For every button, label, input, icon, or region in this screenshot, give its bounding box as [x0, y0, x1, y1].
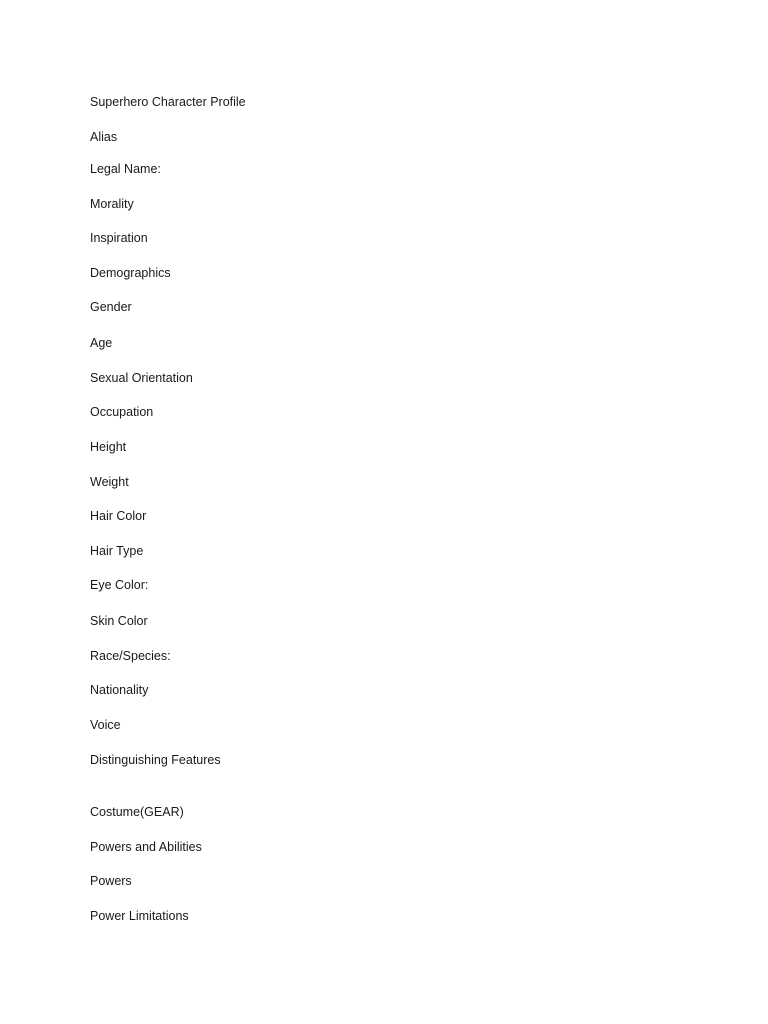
field-power-limitations: Power Limitations	[90, 909, 189, 923]
field-hair-type: Hair Type	[90, 544, 144, 558]
field-powers: Powers	[90, 874, 132, 888]
field-gender: Gender	[90, 300, 132, 314]
field-costume-gear: Costume(GEAR)	[90, 805, 184, 819]
field-distinguishing-features: Distinguishing Features	[90, 753, 221, 767]
field-powers-and-abilities: Powers and Abilities	[90, 840, 202, 854]
field-sexual-orientation: Sexual Orientation	[90, 371, 193, 385]
field-legal-name: Legal Name:	[90, 162, 161, 176]
field-age: Age	[90, 336, 113, 350]
field-eye-color: Eye Color:	[90, 578, 149, 592]
field-occupation: Occupation	[90, 405, 154, 419]
field-weight: Weight	[90, 475, 129, 489]
field-inspiration: Inspiration	[90, 231, 148, 245]
field-skin-color: Skin Color	[90, 614, 148, 628]
field-morality: Morality	[90, 197, 134, 211]
field-race-species: Race/Species:	[90, 649, 171, 663]
field-hair-color: Hair Color	[90, 509, 147, 523]
field-voice: Voice	[90, 718, 121, 732]
field-height: Height	[90, 440, 127, 454]
field-nationality: Nationality	[90, 683, 149, 697]
field-alias: Alias	[90, 130, 118, 144]
document-title: Superhero Character Profile	[90, 95, 246, 109]
field-demographics: Demographics	[90, 266, 171, 280]
